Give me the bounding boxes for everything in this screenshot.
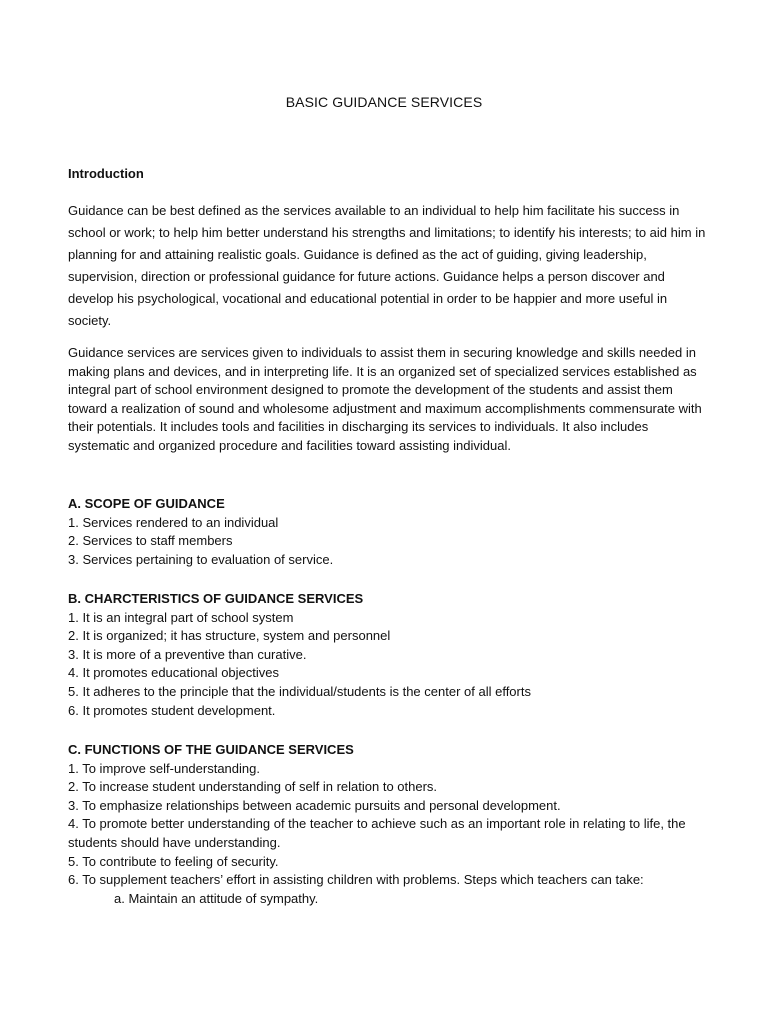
section-list <box>68 609 708 721</box>
section-list <box>68 514 708 570</box>
list-item: 1. Services rendered to an individual <box>68 514 279 530</box>
section-list <box>68 760 708 909</box>
list-item: 1. To improve self-understanding. <box>68 760 260 776</box>
list-item: 6. It promotes student development. <box>68 702 276 718</box>
list-item: 3. Services pertaining to evaluation of service. <box>68 551 334 567</box>
list-item: 5. To contribute to feeling of security. <box>68 853 279 869</box>
section-heading: A. SCOPE OF GUIDANCE <box>68 496 225 511</box>
list-item: 2. To increase student understanding of self in relation to others. <box>68 779 438 795</box>
document-title: BASIC GUIDANCE SERVICES <box>285 94 483 110</box>
list-item: 4. To promote better understanding of the teacher to achieve such as an important role in relating to life, the students should have understanding. <box>68 816 686 850</box>
list-item: 6. To supplement teachers’ effort in assisting children with problems. Steps which teachers can take: <box>68 872 644 888</box>
section-characteristics <box>68 590 708 720</box>
list-item: 3. It is more of a preventive than curative. <box>68 646 307 662</box>
list-item: 4. It promotes educational objectives <box>68 665 280 681</box>
introduction-paragraph-1: Guidance can be best defined as the services available to an individual to help him facilitate his success in school or work; to help him better understand his strengths and limitations; to identify his interests; to aid him in planning for and attaining realistic goals. Guidance is defined as the act of guiding, giving leadership, supervision, direction or professional guidance for future actions. Guidance helps a person discover and develop his psychological, vocational and educational potential in order to be happier and more useful in society. <box>68 203 706 328</box>
list-item: 2. Services to staff members <box>68 533 233 549</box>
section-heading: B. CHARCTERISTICS OF GUIDANCE SERVICES <box>68 591 364 606</box>
list-item: 5. It adheres to the principle that the individual/students is the center of all efforts <box>68 683 531 699</box>
section-heading: C. FUNCTIONS OF THE GUIDANCE SERVICES <box>68 742 354 757</box>
list-sub-item: a. Maintain an attitude of sympathy. <box>114 890 319 906</box>
introduction-paragraph-2: Guidance services are services given to individuals to assist them in securing knowledge and skills needed in making plans and devices, and in interpreting life. It is an organized set of specialized services established as integral part of school environment designed to promote the development of the students and assist them toward a realization of sound and wholesome adjustment and maximum accomplishments commensurate with their potentials. It includes tools and facilities in discharging its services to individuals. It also includes systematic and organized procedure and facilities toward assisting individual. <box>68 345 702 453</box>
list-item: 1. It is an integral part of school system <box>68 609 294 625</box>
list-item: 2. It is organized; it has structure, system and personnel <box>68 628 391 644</box>
section-scope-of-guidance <box>68 495 708 569</box>
list-item: 3. To emphasize relationships between academic pursuits and personal development. <box>68 797 561 813</box>
introduction-heading: Introduction <box>68 166 144 181</box>
section-functions <box>68 741 708 908</box>
